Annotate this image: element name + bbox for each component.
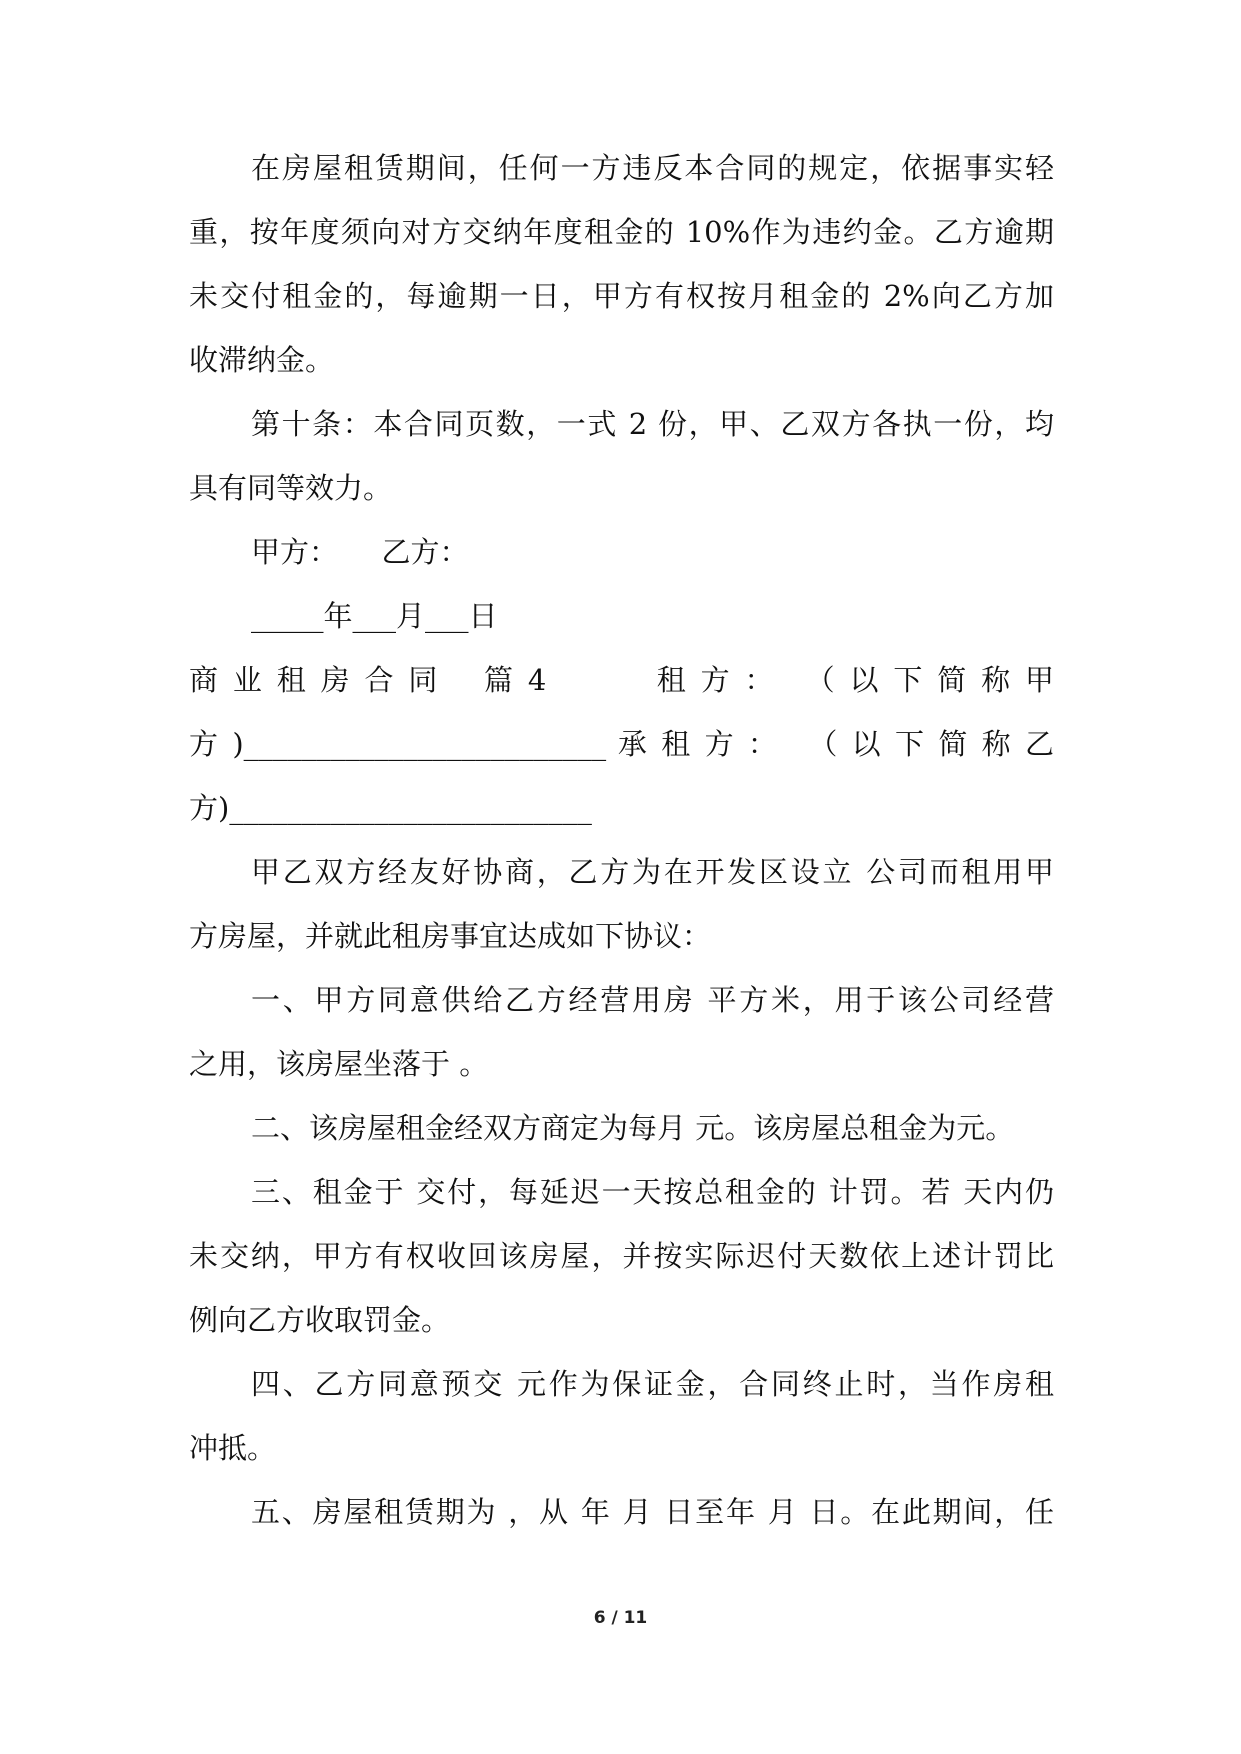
text-line: 例向乙方收取罚金。 <box>189 1303 451 1337</box>
text-line: 冲抵。 <box>189 1431 277 1465</box>
text-line: 方房屋，并就此租房事宜达成如下协议： <box>189 919 712 953</box>
text-line: 方)_________________________ <box>189 791 592 825</box>
text-line: 甲方： 乙方： <box>251 535 469 569</box>
text-line: 具有同等效力。 <box>189 471 393 505</box>
text-line: 收滞纳金。 <box>189 343 335 377</box>
text-line: 方 )_________________________ 承 租 方 ： （ 以 下 简 称 乙 <box>189 727 1054 761</box>
text-line: 甲乙双方经友好协商，乙方为在开发区设立 公司而租用甲 <box>251 855 1054 889</box>
text-line: 一、甲方同意供给乙方经营用房 平方米，用于该公司经营 <box>251 983 1054 1017</box>
page-number: 6 / 11 <box>593 1608 648 1628</box>
text-line: 之用，该房屋坐落于 。 <box>189 1047 489 1081</box>
text-line: 在房屋租赁期间，任何一方违反本合同的规定，依据事实轻 <box>251 151 1054 185</box>
text-line: 未交付租金的，每逾期一日，甲方有权按月租金的 2%向乙方加 <box>189 279 1054 313</box>
text-line: 三、租金于 交付，每延迟一天按总租金的 计罚。若 天内仍 <box>251 1175 1054 1209</box>
text-line: 第十条：本合同页数，一式 2 份，甲、乙双方各执一份，均 <box>251 407 1054 441</box>
text-line: 商 业 租 房 合 同 篇 4 租 方 ： （ 以 下 简 称 甲 <box>189 663 1054 697</box>
text-line: 四、乙方同意预交 元作为保证金，合同终止时，当作房租 <box>251 1367 1054 1401</box>
text-line: 重，按年度须向对方交纳年度租金的 10%作为违约金。乙方逾期 <box>189 215 1054 249</box>
text-line: 五、房屋租赁期为 ，从 年 月 日至年 月 日。在此期间，任 <box>251 1495 1054 1529</box>
text-line: 二、该房屋租金经双方商定为每月 元。该房屋总租金为元。 <box>251 1111 1015 1145</box>
text-line: _____年___月___日 <box>251 599 498 633</box>
text-line: 未交纳，甲方有权收回该房屋，并按实际迟付天数依上述计罚比 <box>189 1239 1054 1273</box>
